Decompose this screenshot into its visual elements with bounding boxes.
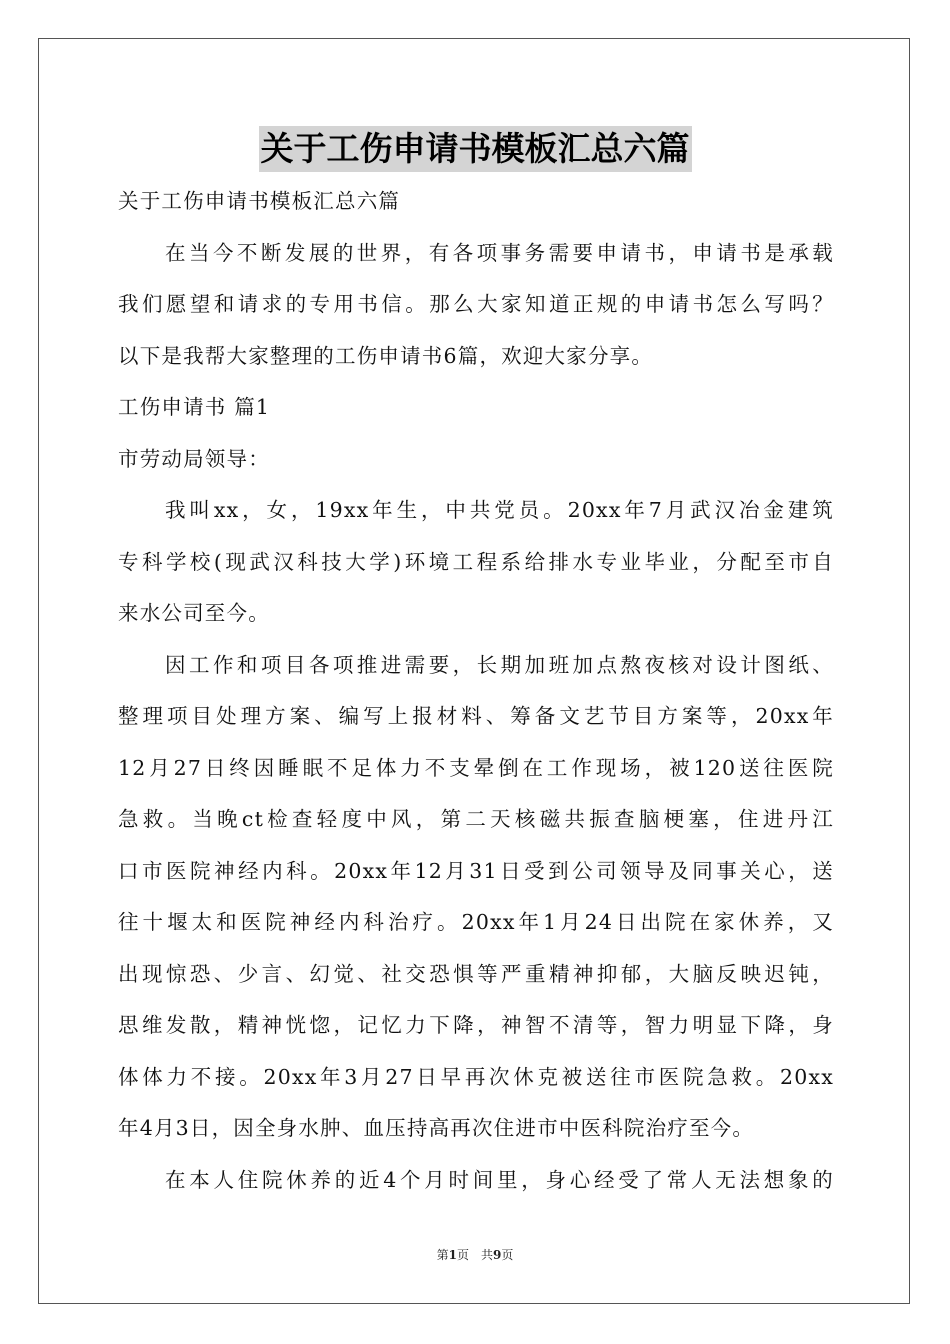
text-line: 我叫xx，女，19xx年生，中共党员。20xx年7月武汉冶金建筑 (165, 498, 834, 522)
footer-total-pages: 9 (493, 1248, 502, 1262)
text-line: 专科学校(现武汉科技大学)环境工程系给排水专业毕业，分配至市自 (118, 549, 834, 574)
text-line: 关于工伤申请书模板汇总六篇 (118, 189, 401, 213)
text-line: 口市医院神经内科。20xx年12月31日受到公司领导及同事关心，送 (118, 858, 834, 883)
document-body (118, 176, 834, 1206)
text-line: 因工作和项目各项推进需要，长期加班加点熬夜核对设计图纸、 (165, 652, 834, 677)
text-line: 整理项目处理方案、编写上报材料、筹备文艺节目方案等，20xx年 (118, 704, 834, 728)
text-line: 12月27日终因睡眠不足体力不支晕倒在工作现场，被120送往医院 (118, 755, 834, 780)
title-wrap (0, 126, 950, 172)
text-line: 我们愿望和请求的专用书信。那么大家知道正规的申请书怎么写吗？ (118, 292, 834, 316)
page-footer (0, 1246, 950, 1263)
text-line: 来水公司至今。 (118, 601, 270, 625)
text-line: 体体力不接。20xx年3月27日早再次休克被送往市医院急救。20xx (118, 1064, 834, 1089)
text-line: 工伤申请书 篇1 (118, 395, 271, 419)
text-line: 以下是我帮大家整理的工伤申请书6篇，欢迎大家分享。 (118, 343, 654, 368)
footer-prefix: 第 (436, 1248, 449, 1262)
text-line: 出现惊恐、少言、幻觉、社交恐惧等严重精神抑郁，大脑反映迟钝， (118, 961, 834, 986)
text-line: 思维发散，精神恍惚，记忆力下降，神智不清等，智力明显下降，身 (118, 1013, 834, 1037)
text-line: 在当今不断发展的世界，有各项事务需要申请书，申请书是承载 (165, 240, 834, 265)
text-line: 市劳动局领导： (118, 446, 270, 471)
footer-current-page: 1 (448, 1248, 457, 1262)
document-title: 关于工伤申请书模板汇总六篇 (259, 126, 692, 172)
footer-suffix: 页 (501, 1248, 514, 1262)
text-line: 往十堰太和医院神经内科治疗。20xx年1月24日出院在家休养，又 (118, 910, 834, 934)
text-line: 在本人住院休养的近4个月时间里，身心经受了常人无法想象的 (165, 1167, 834, 1192)
text-line: 年4月3日，因全身水肿、血压持高再次住进市中医科院治疗至今。 (118, 1116, 755, 1140)
footer-middle: 页 共 (456, 1248, 493, 1262)
text-line: 急救。当晚ct检查轻度中风，第二天核磁共振查脑梗塞，住进丹江 (118, 807, 834, 831)
